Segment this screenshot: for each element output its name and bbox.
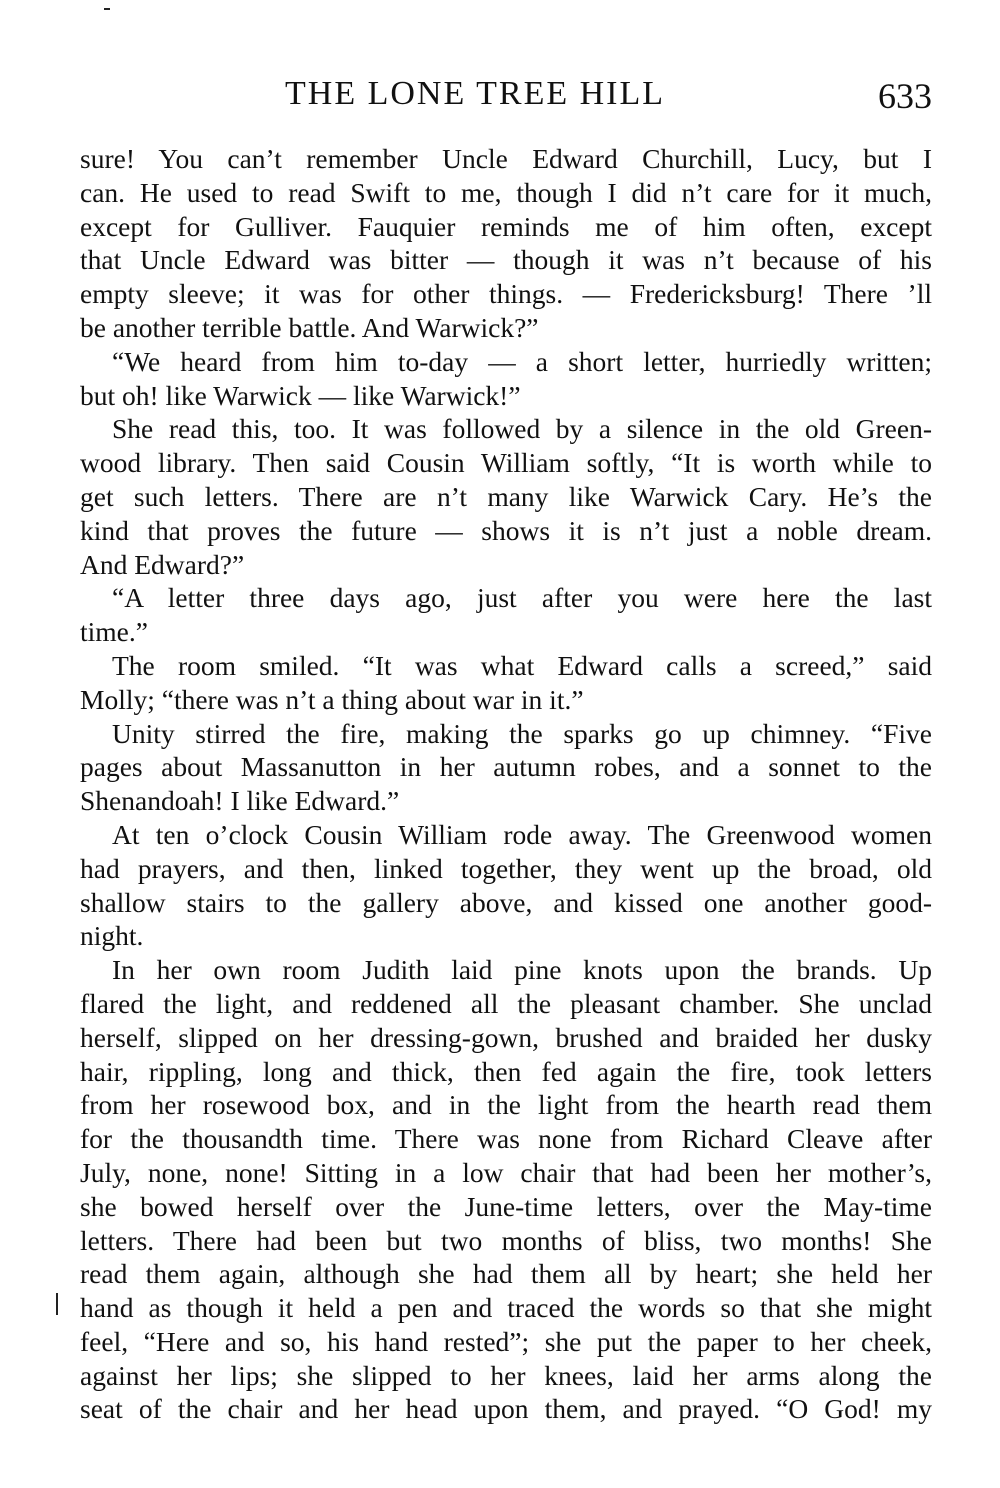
text-line: night. xyxy=(80,920,144,952)
running-head xyxy=(80,70,932,120)
text-line: can. He used to read Swift to me, though I did n’t care for it much, xyxy=(80,176,932,208)
text-line: but oh! like Warwick — like Warwick!” xyxy=(80,379,521,411)
page-number: 633 xyxy=(878,76,932,116)
text-line: letters. There had been but two months of bliss, two months! She xyxy=(80,1224,932,1256)
text-line: At ten o’clock Cousin William rode away. The Greenwood women xyxy=(112,818,932,850)
text-line: empty sleeve; it was for other things. — Fredericksburg! There ’ll xyxy=(80,278,932,310)
text-line: sure! You can’t remember Uncle Edward Churchill, Lucy, but I xyxy=(80,143,932,174)
text-line: seat of the chair and her head upon them, and prayed. “O God! my xyxy=(80,1393,932,1425)
text-line: In her own room Judith laid pine knots upon the brands. Up xyxy=(112,954,932,986)
margin-mark xyxy=(56,1293,58,1315)
text-line: wood library. Then said Cousin William softly, “It is worth while to xyxy=(80,447,932,479)
text-line: “A letter three days ago, just after you were here the last xyxy=(112,582,932,614)
running-title: THE LONE TREE HILL xyxy=(285,75,666,112)
top-edge-mark xyxy=(104,8,110,10)
text-line: And Edward?” xyxy=(80,548,245,580)
text-line: get such letters. There are n’t many like Warwick Cary. He’s the xyxy=(80,480,932,512)
text-line: kind that proves the future — shows it is n’t just a noble dream. xyxy=(80,514,932,546)
text-line: that Uncle Edward was bitter — though it was n’t because of his xyxy=(80,244,932,276)
text-line: herself, slipped on her dressing-gown, brushed and braided her dusky xyxy=(80,1021,932,1053)
text-line: July, none, none! Sitting in a low chair that had been her mother’s, xyxy=(80,1156,932,1188)
text-line: flared the light, and reddened all the pleasant chamber. She unclad xyxy=(80,987,932,1019)
text-line: Molly; “there was n’t a thing about war in it.” xyxy=(80,683,584,715)
text-line: against her lips; she slipped to her knees, laid her arms along the xyxy=(80,1359,932,1391)
text-line: be another terrible battle. And Warwick?” xyxy=(80,311,539,343)
text-line: she bowed herself over the June-time letters, over the May-time xyxy=(80,1190,932,1222)
text-line: feel, “Here and so, his hand rested”; she put the paper to her cheek, xyxy=(80,1325,932,1357)
text-line: The room smiled. “It was what Edward calls a screed,” said xyxy=(112,649,932,681)
text-line: She read this, too. It was followed by a silence in the old Green- xyxy=(112,413,932,445)
text-line: had prayers, and then, linked together, they went up the broad, old xyxy=(80,852,932,884)
text-line: time.” xyxy=(80,616,148,648)
text-line: Unity stirred the fire, making the sparks go up chimney. “Five xyxy=(112,717,932,749)
text-line: from her rosewood box, and in the light from the hearth read them xyxy=(80,1089,932,1121)
text-line: read them again, although she had them all by heart; she held her xyxy=(80,1258,932,1290)
text-line: hand as though it held a pen and traced the words so that she might xyxy=(80,1292,932,1324)
text-line: for the thousandth time. There was none from Richard Cleave after xyxy=(80,1123,932,1155)
text-line: “We heard from him to-day — a short letter, hurriedly written; xyxy=(112,345,932,377)
body-text xyxy=(80,142,932,1426)
text-line: shallow stairs to the gallery above, and kissed one another good- xyxy=(80,886,932,918)
text-line: Shenandoah! I like Edward.” xyxy=(80,785,400,817)
text-line: hair, rippling, long and thick, then fed again the fire, took letters xyxy=(80,1055,932,1087)
text-line: pages about Massanutton in her autumn robes, and a sonnet to the xyxy=(80,751,932,783)
text-line: except for Gulliver. Fauquier reminds me of him often, except xyxy=(80,210,932,242)
